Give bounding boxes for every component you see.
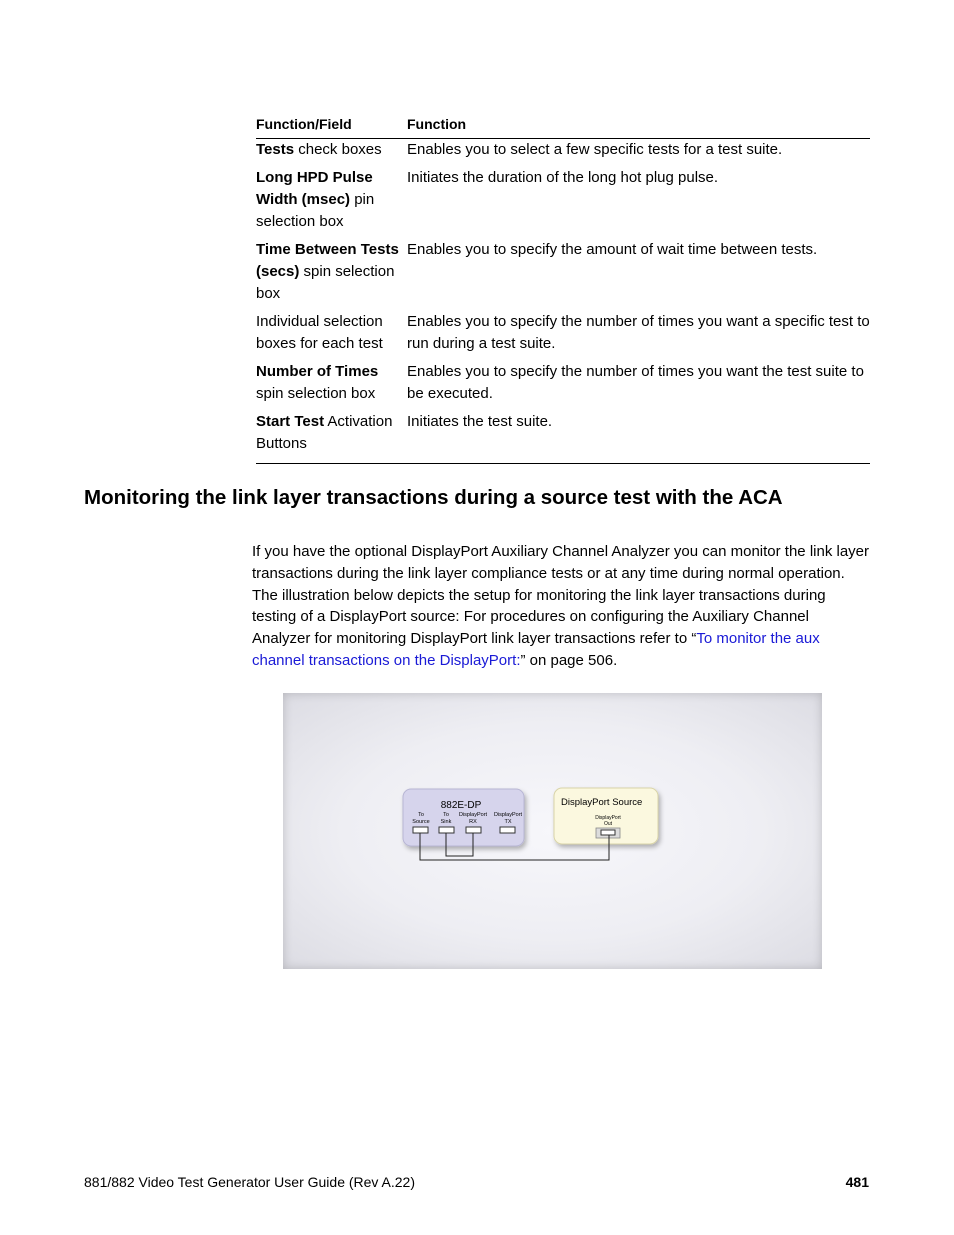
- function-cell: Enables you to specify the amount of wait time between tests.: [407, 241, 818, 258]
- port-to-source-icon: [413, 827, 428, 833]
- function-cell: Initiates the test suite.: [407, 411, 870, 464]
- table-header-row: [256, 112, 870, 139]
- port-displayport-tx-icon: [500, 827, 515, 833]
- port-label: To: [418, 812, 424, 818]
- field-cell: Number of Times spin selection box: [256, 363, 379, 402]
- field-cell: Long HPD Pulse Width (msec) pin selection box: [256, 169, 375, 230]
- setup-illustration: [283, 693, 822, 969]
- displayport-source-device: [554, 788, 658, 844]
- port-label: DisplayPort: [458, 812, 488, 818]
- table-row: [256, 139, 870, 168]
- page-number: 481: [845, 1174, 869, 1190]
- section-heading: Monitoring the link layer transactions during a source test with the ACA: [84, 486, 783, 509]
- device-title: 882E-DP: [440, 800, 482, 811]
- column-header-field: Function/Field: [256, 112, 407, 139]
- port-label: RX: [469, 819, 477, 825]
- field-cell: Time Between Tests (secs) spin selection box: [256, 241, 399, 302]
- body-paragraph: If you have the optional DisplayPort Auxiliary Channel Analyzer you can monitor the link layer transactions during the link layer compliance tests or at any time during normal operation. The illustration below depicts the setup for monitoring the link layer transactions during testing of a DisplayPort source: For procedures on configuring the Auxiliary Channel Analyzer for monitoring DisplayPort link layer transactions refer to “To monitor the aux channel transactions on the DisplayPort:” on page 506.: [252, 543, 869, 669]
- function-cell: Enables you to specify the number of times you want the test suite to be executed.: [407, 363, 864, 402]
- source-title: DisplayPort Source: [561, 797, 643, 808]
- table-row: [256, 361, 870, 411]
- table-row: [256, 411, 870, 464]
- port-label: To: [443, 812, 449, 818]
- port-label: Source: [412, 819, 430, 825]
- cross-reference-link[interactable]: To monitor the aux channel transactions on the DisplayPort:: [252, 630, 820, 669]
- port-label: TX: [504, 819, 512, 825]
- column-header-function: Function: [407, 112, 870, 139]
- field-cell: Start Test Activation Buttons: [256, 411, 407, 464]
- function-cell: Enables you to select a few specific tests for a test suite.: [407, 141, 783, 158]
- connection-diagram: [283, 693, 822, 969]
- table-row: [256, 167, 870, 239]
- source-port-label: DisplayPort: [595, 815, 621, 821]
- table-row: [256, 311, 870, 361]
- table-row: [256, 239, 870, 311]
- field-cell: Individual selection boxes for each test: [256, 313, 383, 352]
- function-table: [256, 112, 870, 464]
- port-displayport-rx-icon: [466, 827, 481, 833]
- port-to-sink-icon: [439, 827, 454, 833]
- port-displayport-out-icon: [601, 830, 615, 835]
- field-cell: Tests check boxes: [256, 141, 382, 158]
- port-label: DisplayPort: [493, 812, 523, 818]
- function-cell: Initiates the duration of the long hot plug pulse.: [407, 169, 719, 186]
- footer-guide-title: 881/882 Video Test Generator User Guide (Rev A.22): [84, 1174, 416, 1190]
- port-label: Sink: [440, 819, 452, 825]
- function-cell: Enables you to specify the number of times you want a specific test to run during a test suite.: [407, 313, 870, 352]
- source-port-label: Out: [603, 821, 613, 827]
- device-882e-dp: [403, 789, 524, 846]
